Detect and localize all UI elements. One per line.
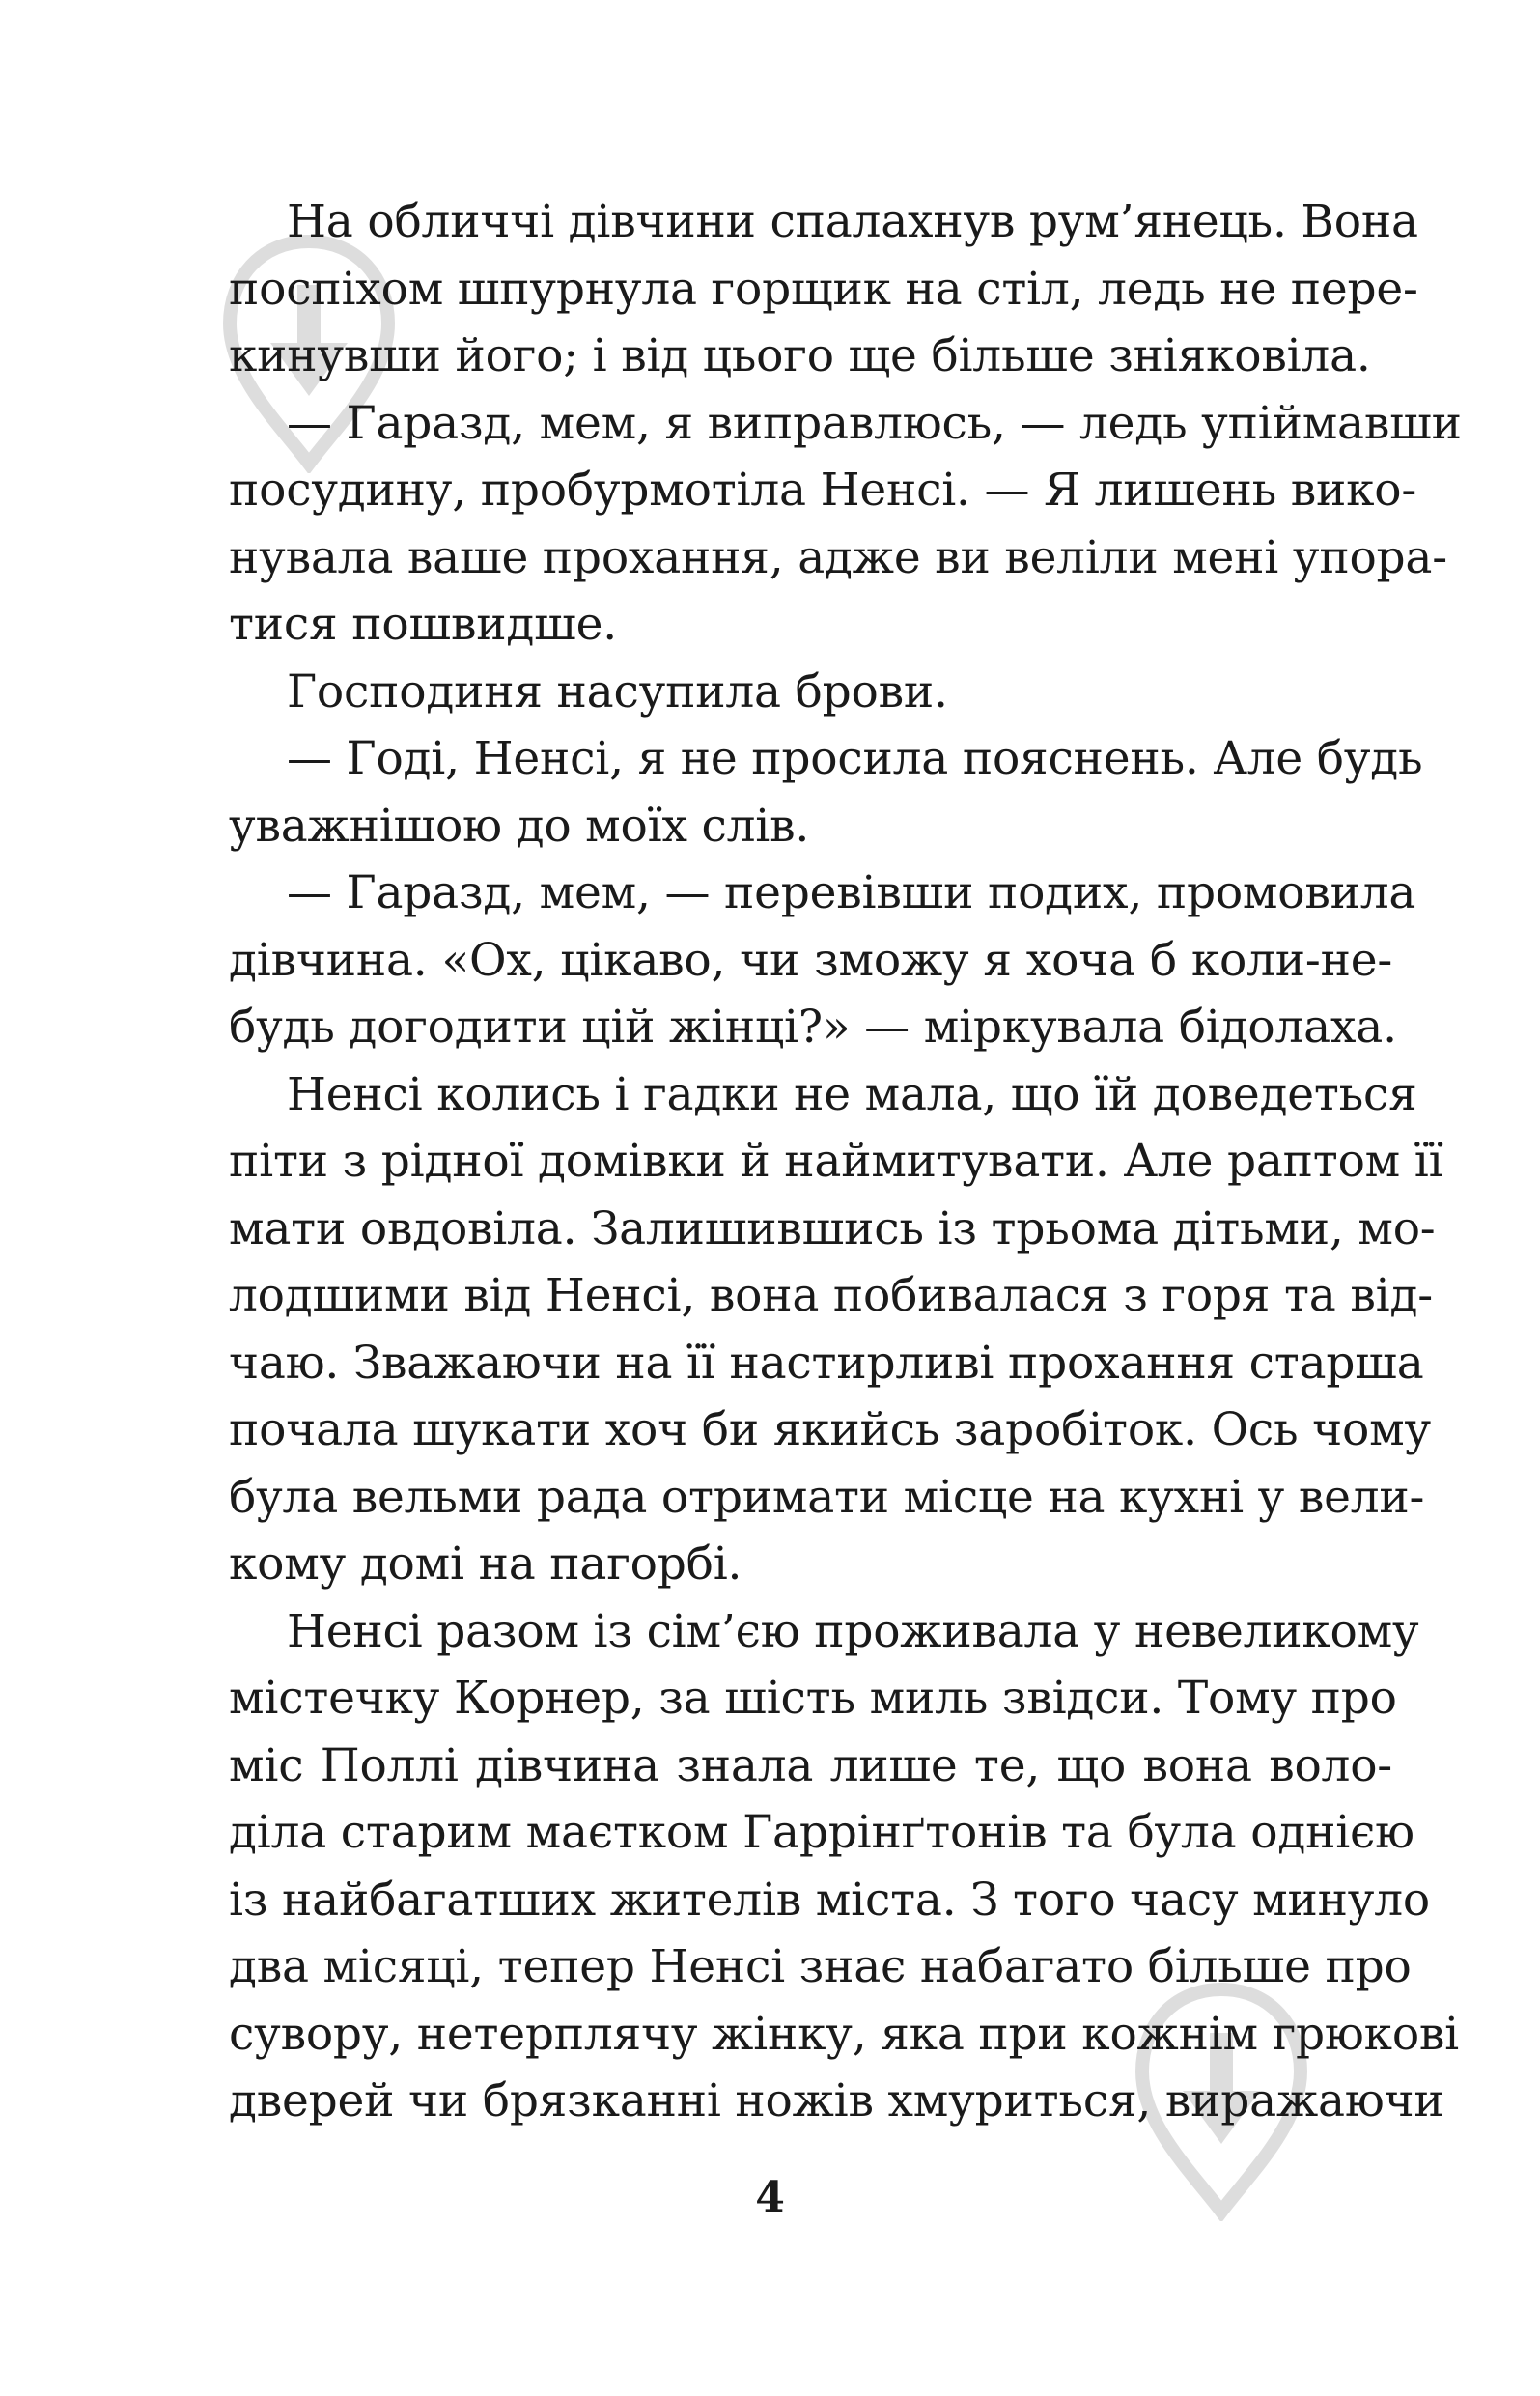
text-line: дверей чи брязканні ножів хмуриться, виражаючи bbox=[229, 2074, 1444, 2128]
text-line: була вельми рада отримати місце на кухні у вели- bbox=[229, 1470, 1425, 1524]
text-line: із найбагатших жителів міста. З того часу минуло bbox=[229, 1873, 1431, 1927]
text-line: два місяці, тепер Ненсі знає набагато більше про bbox=[229, 1940, 1412, 1993]
text-line: — Гаразд, мем, я виправлюсь, — ледь упіймавши bbox=[287, 396, 1462, 450]
text-line: — Гаразд, мем, — перевівши подих, промовила bbox=[287, 866, 1416, 919]
page-number: 4 bbox=[755, 2173, 785, 2222]
text-line: мати овдовіла. Залишившись із трьома дітьми, мо- bbox=[229, 1201, 1436, 1255]
text-line: містечку Корнер, за шість миль звідси. Тому про bbox=[229, 1672, 1397, 1725]
text-line: піти з рідної домівки й наймитувати. Але раптом її bbox=[229, 1135, 1443, 1188]
text-line: нувала ваше прохання, адже ви веліли мені упора- bbox=[229, 530, 1447, 584]
text-line: будь догодити цій жінці?» — міркувала бідолаха. bbox=[229, 1001, 1397, 1054]
text-line: сувору, нетерплячу жінку, яка при кожнім грюкові bbox=[229, 2007, 1460, 2061]
text-line: кому домі на пагорбі. bbox=[229, 1537, 742, 1591]
text-line: На обличчі дівчини спалахнув рум’янець. Вона bbox=[287, 195, 1418, 248]
text-line: — Годі, Ненсі, я не просила пояснень. Але будь bbox=[287, 732, 1423, 785]
text-line: чаю. Зважаючи на її настирливі прохання старша bbox=[229, 1336, 1424, 1390]
text-line: уважнішою до моїх слів. bbox=[229, 799, 810, 853]
book-page-text bbox=[229, 188, 1462, 2135]
text-line: лодшими від Ненсі, вона побивалася з горя та від- bbox=[229, 1269, 1433, 1322]
text-line: діла старим маєтком Гаррінґтонів та була однією bbox=[229, 1806, 1414, 1859]
text-line: Ненсі колись і гадки не мала, що їй доведеться bbox=[287, 1067, 1417, 1121]
text-line: Господиня насупила брови. bbox=[287, 664, 948, 719]
text-line: поспіхом шпурнула горщик на стіл, ледь не пере- bbox=[229, 262, 1418, 316]
text-line: дівчина. «Ох, цікаво, чи зможу я хоча б коли-не- bbox=[229, 933, 1392, 987]
text-line: кинувши його; і від цього ще більше зніяковіла. bbox=[229, 329, 1371, 382]
text-line: посудину, пробурмотіла Ненсі. — Я лишень вико- bbox=[229, 464, 1417, 517]
text-line: Ненсі разом із сім’єю проживала у невеликому bbox=[287, 1604, 1419, 1658]
text-line: почала шукати хоч би якийсь заробіток. Ось чому bbox=[229, 1403, 1431, 1456]
text-line: тися пошвидше. bbox=[229, 598, 617, 651]
text-line: міс Поллі дівчина знала лише те, що вона воло- bbox=[229, 1738, 1392, 1792]
